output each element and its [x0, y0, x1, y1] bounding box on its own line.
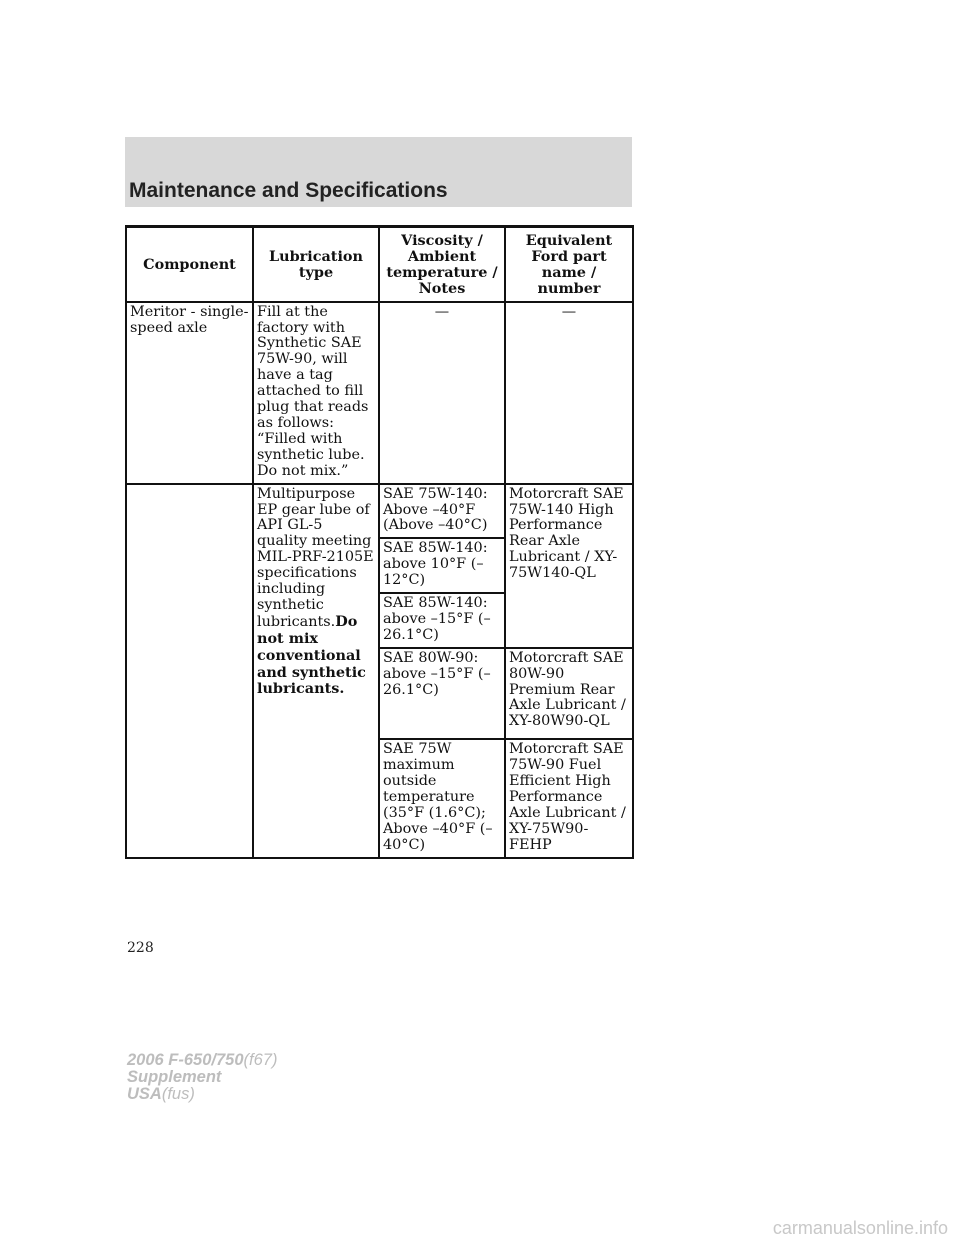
viscosity-cell: SAE 75W maximum outside temperature (35°F (1.6°C); Above –40°F (–40°C) — [379, 739, 505, 857]
page-number: 228 — [127, 940, 154, 956]
ford-part-cell: Motorcraft SAE 80W-90 Premium Rear Axle Lubricant / XY-80W90-QL — [505, 648, 633, 740]
viscosity-cell: SAE 85W-140: above –15°F (–26.1°C) — [379, 593, 505, 648]
component-cell-empty — [126, 484, 253, 858]
table-row — [126, 484, 633, 539]
footer-model: 2006 F-650/750 — [127, 1051, 244, 1069]
footer-line-region — [127, 1086, 277, 1103]
table-header-row — [126, 227, 633, 302]
column-header-viscosity: Viscosity / Ambient temperature / Notes — [379, 227, 505, 302]
ford-part-cell: — — [505, 302, 633, 484]
document-footer — [127, 1052, 277, 1103]
site-watermark: carmanualsonline.info — [772, 1218, 948, 1238]
viscosity-cell: SAE 85W-140: above 10°F (–12°C) — [379, 538, 505, 593]
viscosity-cell: SAE 75W-140: Above –40°F (Above –40°C) — [379, 484, 505, 539]
lubrication-type-cell — [253, 484, 379, 858]
ford-part-cell: Motorcraft SAE 75W-140 High Performance Rear Axle Lubricant / XY-75W140-QL — [505, 484, 633, 648]
lubricant-spec-table — [125, 225, 634, 859]
table-row — [126, 302, 633, 484]
footer-line-model — [127, 1052, 277, 1069]
column-header-ford-part: Equivalent Ford part name / number — [505, 227, 633, 302]
lubrication-type-text: Multipurpose EP gear lube of API GL-5 quality meeting MIL-PRF-2105E specifications including synthetic lubricants. — [257, 485, 374, 630]
footer-line-supplement: Supplement — [127, 1068, 222, 1086]
column-header-lubrication-type: Lubrication type — [253, 227, 379, 302]
ford-part-cell: Motorcraft SAE 75W-90 Fuel Efficient High Performance Axle Lubricant / XY-75W90-FEHP — [505, 739, 633, 857]
section-title: Maintenance and Specifications — [129, 179, 448, 202]
do-not-mix-warning: Do not mix conventional and synthetic lubricants. — [257, 612, 366, 698]
lubrication-type-cell: Fill at the factory with Synthetic SAE 75W-90, will have a tag attached to fill plug that reads as follows: “Filled with synthetic lube. Do not mix.” — [253, 302, 379, 484]
footer-model-code: (f67) — [243, 1051, 278, 1069]
section-header-band — [125, 137, 632, 207]
column-header-component: Component — [126, 227, 253, 302]
component-cell: Meritor - single-speed axle — [126, 302, 253, 484]
footer-region: USA — [127, 1085, 162, 1103]
footer-region-code: (fus) — [161, 1085, 195, 1103]
viscosity-cell: — — [379, 302, 505, 484]
viscosity-cell: SAE 80W-90: above –15°F (–26.1°C) — [379, 648, 505, 740]
